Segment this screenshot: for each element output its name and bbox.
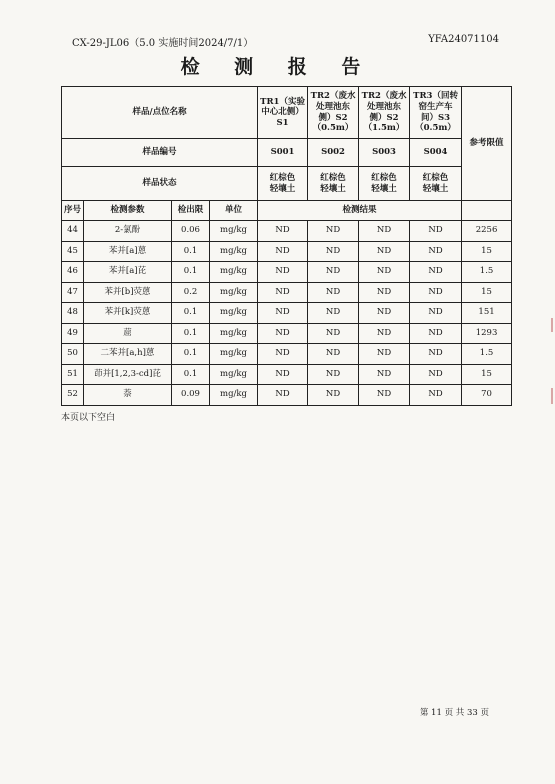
report-number: YFA24071104 (428, 34, 499, 45)
cell-line: （0.5m） (415, 123, 456, 134)
table-row (62, 385, 512, 406)
cell-unit: mg/kg (210, 282, 258, 303)
table-row (62, 364, 512, 385)
table-row (62, 221, 512, 242)
col-header-result: 检测结果 (258, 201, 462, 221)
cell-line: 窑生产车 (418, 101, 453, 112)
cell-reference: 1.5 (462, 262, 512, 283)
cell-param: 萘 (84, 385, 172, 406)
cell-seq: 46 (62, 262, 84, 283)
cell-line: TR3（回转 (413, 91, 458, 102)
sample-location-label: 样品/点位名称 (62, 87, 258, 139)
cell-result: ND (359, 282, 410, 303)
cell-param: 苯并[k]荧蒽 (84, 303, 172, 324)
cell-seq: 49 (62, 323, 84, 344)
page-title: 检 测 报 告 (180, 56, 375, 78)
cell-unit: mg/kg (210, 323, 258, 344)
col-header-param: 检测参数 (84, 201, 172, 221)
table-row (62, 323, 512, 344)
cell-limit: 0.1 (172, 241, 210, 262)
cell-line: 处理池东 (367, 101, 402, 112)
cell-result: ND (359, 241, 410, 262)
cell-reference: 70 (462, 385, 512, 406)
cell-line: 轻壤土 (320, 183, 346, 194)
cell-param: 苯并[a]蒽 (84, 241, 172, 262)
cell-result: ND (258, 323, 308, 344)
col-header-limit: 检出限 (172, 201, 210, 221)
cell-unit: mg/kg (210, 364, 258, 385)
cell-limit: 0.1 (172, 323, 210, 344)
cell-result: ND (359, 323, 410, 344)
cell-result: ND (308, 282, 359, 303)
cell-unit: mg/kg (210, 344, 258, 365)
cell-result: ND (308, 221, 359, 242)
cell-line: 红棕色 (269, 172, 296, 183)
cell-param: 苯并[b]荧蒽 (84, 282, 172, 303)
cell-unit: mg/kg (210, 303, 258, 324)
cell-seq: 50 (62, 344, 84, 365)
cell-reference: 15 (462, 241, 512, 262)
col-header-empty (462, 201, 512, 221)
cell-result: ND (359, 385, 410, 406)
cell-result: ND (308, 262, 359, 283)
cell-line: （0.5m） (312, 123, 354, 134)
cell-line: 红棕色 (371, 172, 397, 183)
cell-result: ND (308, 364, 359, 385)
cell-param: 二苯并[a,h]蒽 (84, 344, 172, 365)
cell-limit: 0.1 (172, 303, 210, 324)
cell-unit: mg/kg (210, 221, 258, 242)
cell-line: 红棕色 (320, 172, 346, 183)
scan-mark (551, 318, 553, 332)
cell-line: 轻壤土 (371, 183, 397, 194)
cell-limit: 0.09 (172, 385, 210, 406)
cell-seq: 51 (62, 364, 84, 385)
cell-limit: 0.06 (172, 221, 210, 242)
cell-result: ND (359, 303, 410, 324)
cell-result: ND (258, 385, 308, 406)
cell-result: ND (308, 303, 359, 324)
sample-id: S002 (308, 139, 359, 167)
sample-id: S003 (359, 139, 410, 167)
sample-location (410, 87, 462, 139)
cell-result: ND (359, 344, 410, 365)
cell-result: ND (258, 282, 308, 303)
reference-label: 参考限值 (462, 87, 512, 201)
cell-unit: mg/kg (210, 262, 258, 283)
scan-mark (551, 388, 553, 404)
cell-result: ND (359, 262, 410, 283)
cell-seq: 44 (62, 221, 84, 242)
cell-result: ND (410, 303, 462, 324)
cell-result: ND (410, 241, 462, 262)
cell-result: ND (258, 344, 308, 365)
cell-param: 䓛 (84, 323, 172, 344)
sample-state-label: 样品状态 (62, 167, 258, 201)
cell-reference: 15 (462, 282, 512, 303)
cell-result: ND (410, 364, 462, 385)
cell-result: ND (308, 323, 359, 344)
cell-line: TR2（废水 (310, 91, 356, 102)
sample-location (359, 87, 410, 139)
table-row (62, 303, 512, 324)
table-row (62, 344, 512, 365)
cell-limit: 0.1 (172, 364, 210, 385)
cell-result: ND (410, 385, 462, 406)
cell-param: 苯并[a]芘 (84, 262, 172, 283)
col-header-seq: 序号 (62, 201, 84, 221)
cell-line: 轻壤土 (269, 183, 296, 194)
cell-limit: 0.1 (172, 344, 210, 365)
cell-limit: 0.1 (172, 262, 210, 283)
cell-reference: 1293 (462, 323, 512, 344)
cell-result: ND (359, 364, 410, 385)
cell-unit: mg/kg (210, 241, 258, 262)
col-header-unit: 单位 (210, 201, 258, 221)
cell-result: ND (410, 262, 462, 283)
sample-state (258, 167, 308, 201)
sample-id-label: 样品编号 (62, 139, 258, 167)
sample-state (410, 167, 462, 201)
table-row (62, 241, 512, 262)
cell-seq: 47 (62, 282, 84, 303)
sample-id: S004 (410, 139, 462, 167)
cell-result: ND (308, 385, 359, 406)
cell-line: 轻壤土 (422, 183, 449, 194)
cell-reference: 15 (462, 364, 512, 385)
cell-result: ND (258, 262, 308, 283)
sample-location (258, 87, 308, 139)
table-row (62, 262, 512, 283)
cell-reference: 1.5 (462, 344, 512, 365)
cell-result: ND (258, 221, 308, 242)
cell-result: ND (410, 344, 462, 365)
cell-line: 红棕色 (422, 172, 449, 183)
cell-unit: mg/kg (210, 385, 258, 406)
sample-state (359, 167, 410, 201)
cell-seq: 52 (62, 385, 84, 406)
cell-line: 中心北侧） (261, 107, 304, 118)
cell-line: S1 (276, 117, 289, 128)
cell-result: ND (410, 282, 462, 303)
cell-result: ND (258, 241, 308, 262)
cell-result: ND (410, 323, 462, 344)
cell-result: ND (308, 344, 359, 365)
page-number: 第 11 页 共 33 页 (419, 708, 489, 718)
cell-line: 处理池东 (316, 101, 351, 112)
sample-state (308, 167, 359, 201)
table-row (62, 282, 512, 303)
cell-line: TR2（废水 (361, 91, 407, 102)
cell-result: ND (410, 221, 462, 242)
cell-limit: 0.2 (172, 282, 210, 303)
form-code: CX-29-JL06（5.0 实施时间2024/7/1） (72, 38, 254, 49)
sample-location (308, 87, 359, 139)
cell-line: TR1（实验 (260, 96, 305, 107)
cell-param: 2-氯酚 (84, 221, 172, 242)
cell-result: ND (258, 364, 308, 385)
cell-line: 间）S3 (421, 112, 451, 123)
cell-result: ND (258, 303, 308, 324)
results-table (61, 86, 512, 406)
cell-reference: 2256 (462, 221, 512, 242)
cell-line: 侧）S2 (318, 112, 348, 123)
cell-seq: 48 (62, 303, 84, 324)
cell-seq: 45 (62, 241, 84, 262)
sample-id: S001 (258, 139, 308, 167)
cell-reference: 151 (462, 303, 512, 324)
cell-line: 侧）S2 (369, 112, 399, 123)
cell-line: （1.5m） (363, 123, 405, 134)
blank-note: 本页以下空白 (61, 413, 116, 423)
cell-result: ND (359, 221, 410, 242)
cell-param: 茚并[1,2,3-cd]芘 (84, 364, 172, 385)
cell-result: ND (308, 241, 359, 262)
